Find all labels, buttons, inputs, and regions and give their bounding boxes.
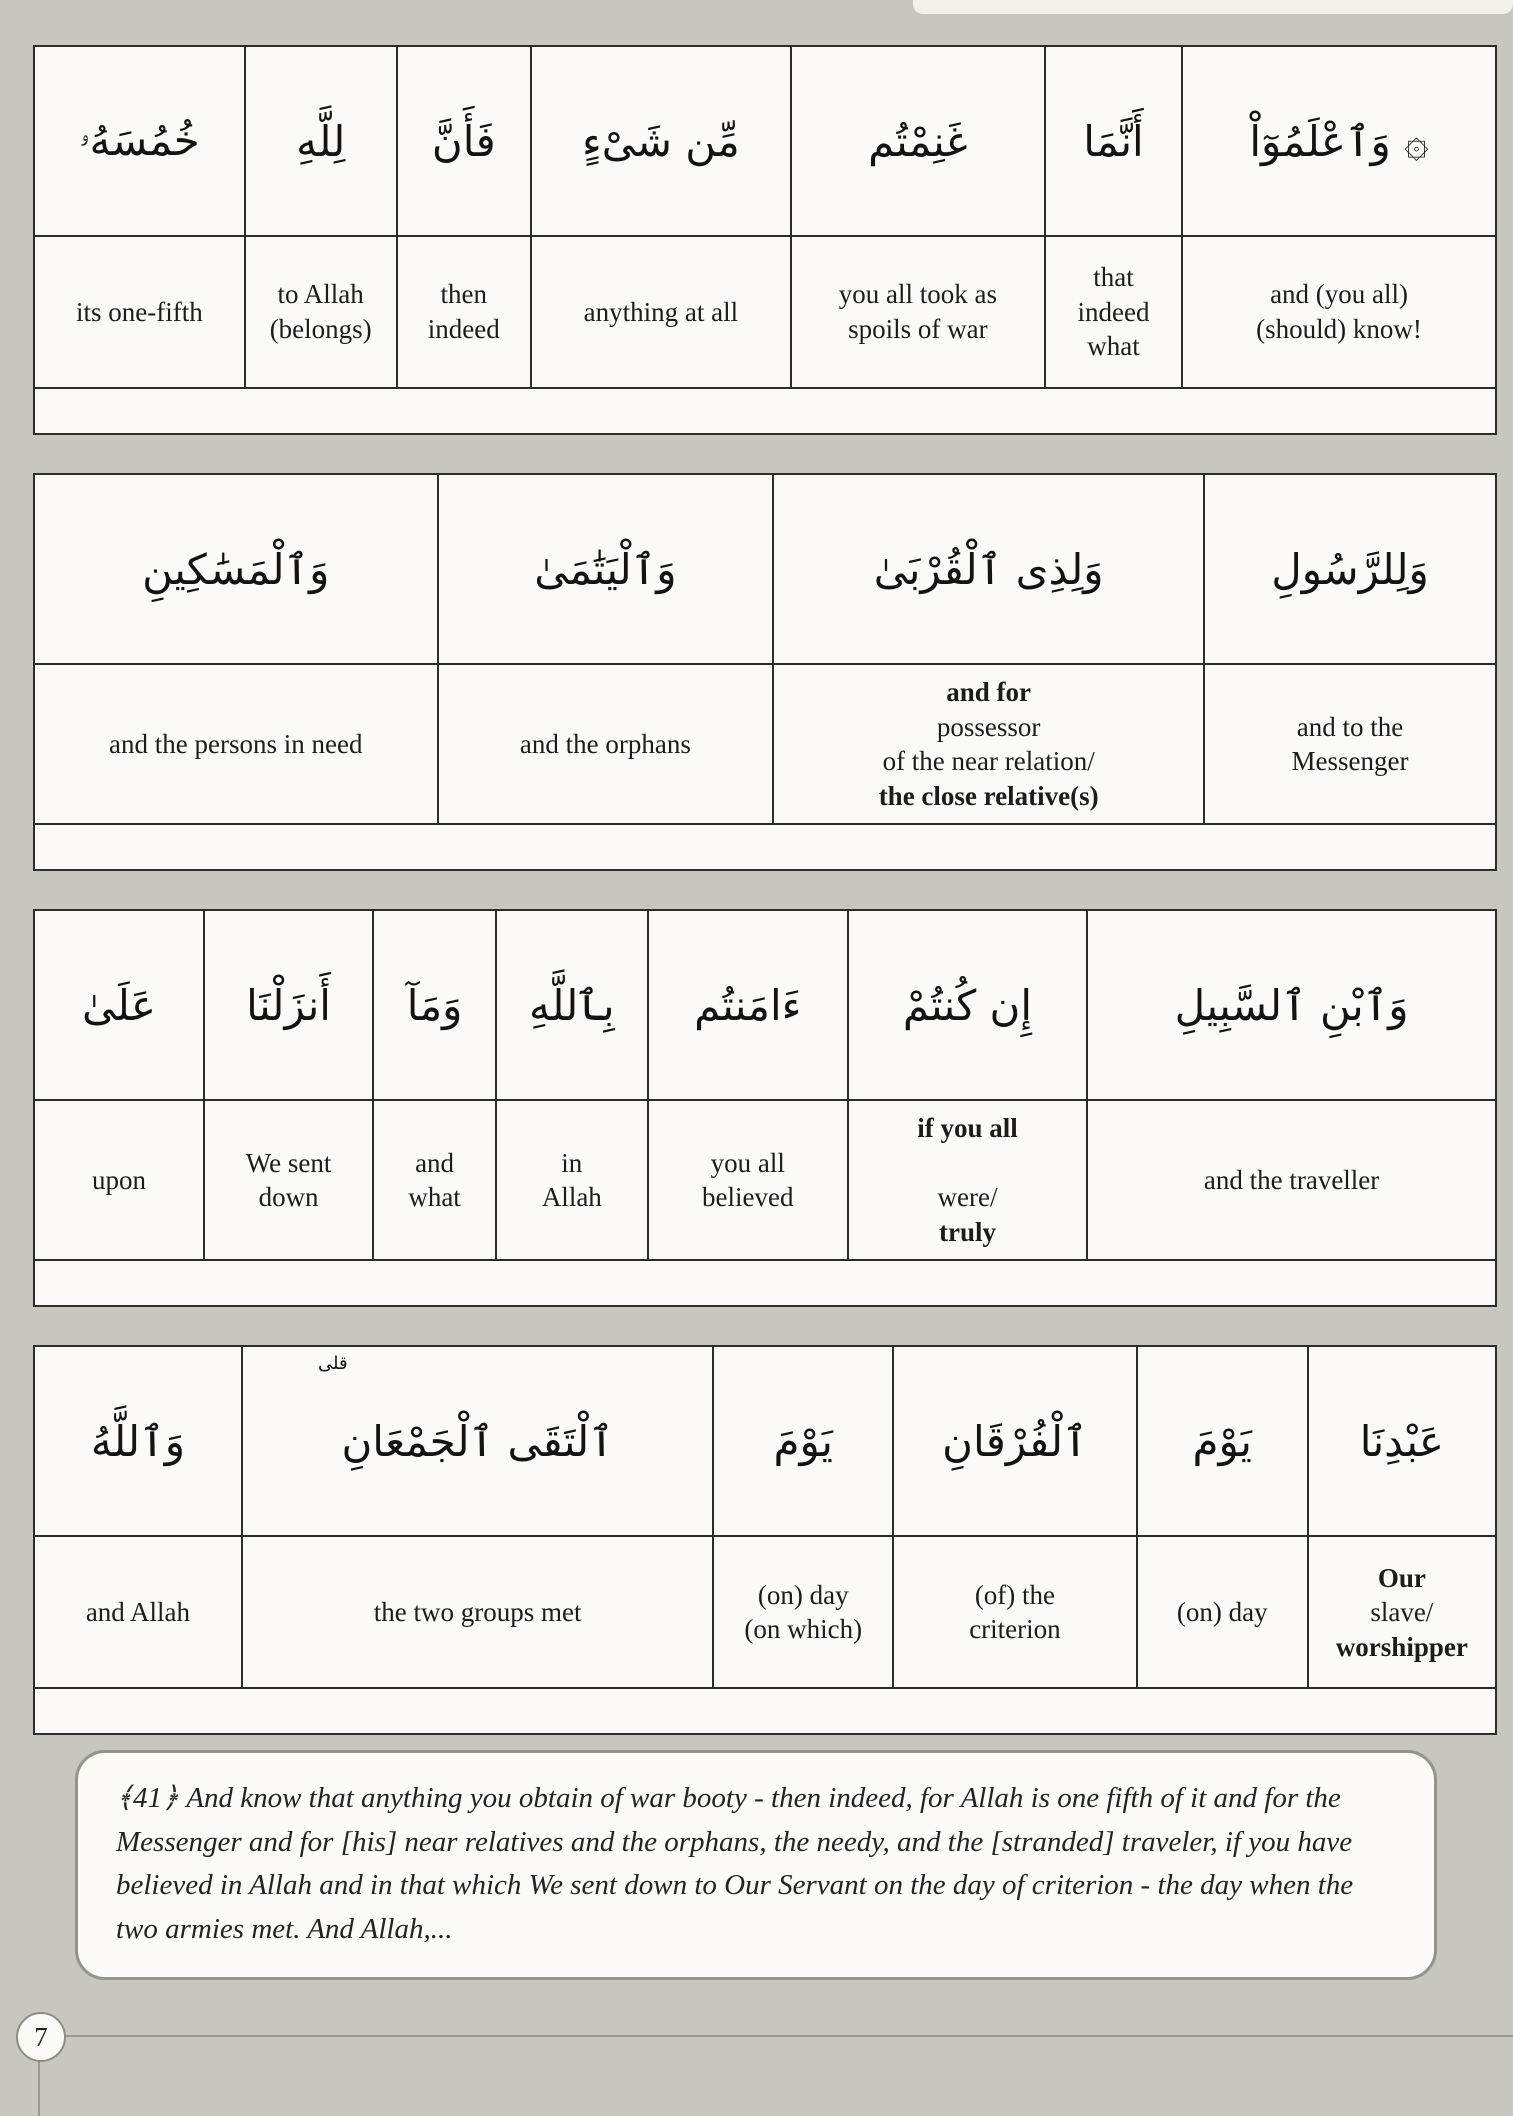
arabic-word: عَبْدِنَا — [1307, 1347, 1495, 1535]
english-translation: and the traveller — [1086, 1101, 1495, 1259]
english-translation: and what — [372, 1101, 495, 1259]
arabic-word: مِّن شَىْءٍ — [530, 47, 790, 235]
page-number: 7 — [34, 2021, 48, 2052]
arabic-word: غَنِمْتُم — [790, 47, 1044, 235]
word-table-4 — [33, 1345, 1497, 1735]
word-table-1 — [33, 45, 1497, 435]
table-note-strip — [35, 823, 1495, 869]
arabic-word: فَأَنَّ — [396, 47, 530, 235]
table-note-strip — [35, 1259, 1495, 1305]
english-translation: its one-fifth — [76, 296, 203, 327]
english-translation: you all believed — [647, 1101, 847, 1259]
english-translation: to Allah (belongs) — [244, 237, 396, 387]
arabic-word: خُمُسَهُۥ — [79, 116, 200, 165]
arabic-word: يَوْمَ — [1136, 1347, 1307, 1535]
footer-rule-horizontal — [62, 2035, 1513, 2037]
arabic-word: وَلِلرَّسُولِ — [1203, 475, 1495, 663]
arabic-word: وَمَآ — [372, 911, 495, 1099]
english-translation: and (you all) (should) know! — [1181, 237, 1495, 387]
word-table-2 — [33, 473, 1497, 871]
arabic-word: وَٱلْمَسَٰكِينِ — [142, 544, 330, 594]
arabic-word: أَنَّمَا — [1044, 47, 1181, 235]
english-translation: you all took as spoils of war — [790, 237, 1044, 387]
english-translation: and the persons in need — [109, 728, 363, 759]
arabic-word: أَنزَلْنَا — [203, 911, 372, 1099]
english-translation: Our slave/ worshipper — [1307, 1537, 1495, 1687]
english-translation: and for possessor of the near relation/ the close relative(s) — [772, 665, 1203, 823]
english-translation: and Allah — [85, 1597, 191, 1628]
english-translation: in Allah — [495, 1101, 647, 1259]
arabic-word: بِٱللَّهِ — [495, 911, 647, 1099]
arabic-word: إِن كُنتُمْ — [847, 911, 1086, 1099]
english-translation: if you all were/ truly — [847, 1101, 1086, 1259]
english-translation: upon — [91, 1165, 146, 1195]
english-translation: anything at all — [530, 237, 790, 387]
arabic-word: ۞ وَٱعْلَمُوٓاْ — [1181, 47, 1495, 235]
english-translation: (on) day (on which) — [712, 1537, 892, 1687]
verse-number-marker: ﴾41﴿ — [116, 1782, 179, 1814]
english-translation: and the orphans — [437, 665, 773, 823]
table-note-strip — [35, 1687, 1495, 1733]
english-translation: then indeed — [396, 237, 530, 387]
english-translation: (on) day — [1136, 1537, 1307, 1687]
arabic-word: عَلَىٰ — [81, 980, 156, 1030]
footer-rule-vertical — [38, 2060, 40, 2116]
word-grid — [33, 45, 1497, 1735]
pause-mark: قلى — [317, 1353, 348, 1375]
page-number-badge — [16, 2012, 66, 2062]
word-table-3 — [33, 909, 1497, 1307]
scan-edge-artifact — [913, 0, 1513, 14]
table-note-strip — [35, 387, 1495, 433]
english-translation: We sent down — [203, 1101, 372, 1259]
arabic-word: وَٱبْنِ ٱلسَّبِيلِ — [1086, 911, 1495, 1099]
arabic-word: ءَامَنتُم — [647, 911, 847, 1099]
arabic-word: ٱلْفُرْقَانِ — [892, 1347, 1136, 1535]
page-content — [33, 45, 1497, 1773]
verse-summary-text: And know that anything you obtain of war booty - then indeed, for Allah is one fifth of it and for the Messenger and for [his] near relatives and the orphans, the needy, and the [stranded] traveler, if you have believed in Allah and in that which We sent down to Our Servant on the day of criterion - the day when the two armies met. And Allah,... — [116, 1782, 1354, 1945]
english-translation: the two groups met — [241, 1537, 713, 1687]
arabic-word: وَٱلْيَتَٰمَىٰ — [437, 475, 773, 663]
verse-summary-box — [75, 1750, 1437, 1980]
arabic-word: ٱلْتَقَى ٱلْجَمْعَانِ قلى — [241, 1347, 713, 1535]
english-translation: and to the Messenger — [1203, 665, 1495, 823]
arabic-word: يَوْمَ — [712, 1347, 892, 1535]
english-translation: (of) the criterion — [892, 1537, 1136, 1687]
arabic-word: وَلِذِى ٱلْقُرْبَىٰ — [772, 475, 1203, 663]
arabic-word: لِلَّهِ — [244, 47, 396, 235]
arabic-word: وَٱللَّهُ — [90, 1416, 185, 1466]
english-translation: that indeed what — [1044, 237, 1181, 387]
